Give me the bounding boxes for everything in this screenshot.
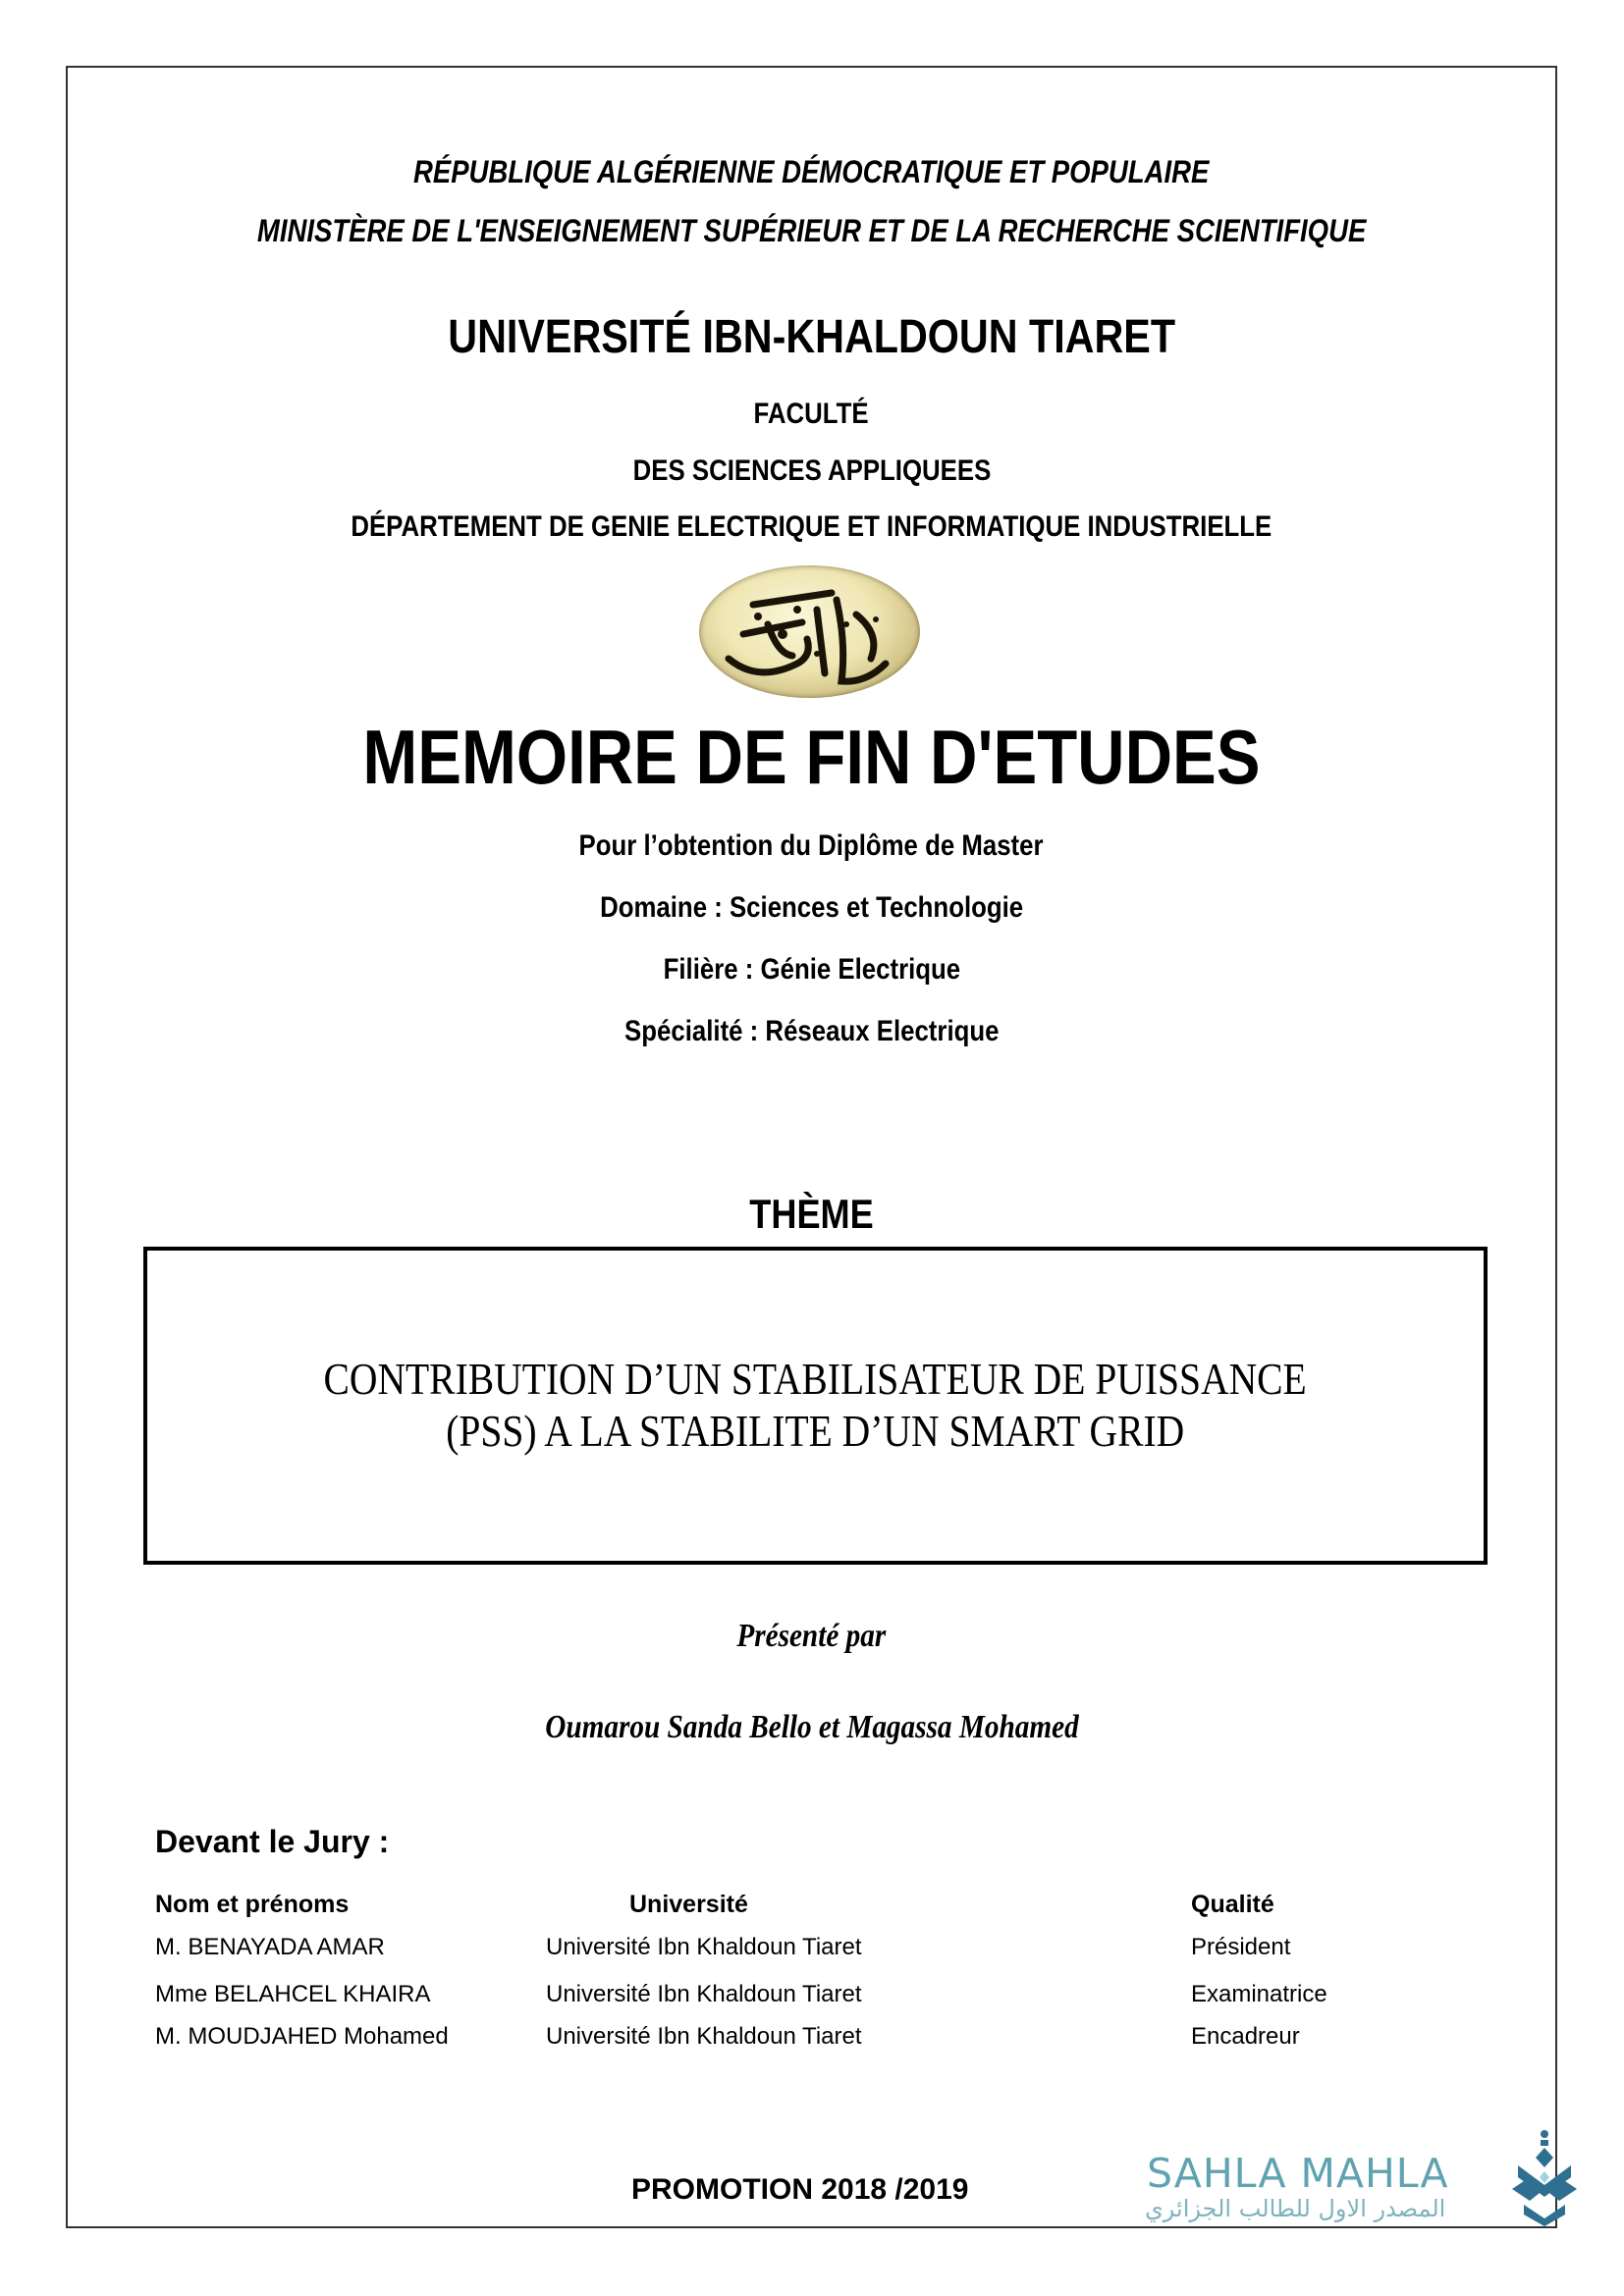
- faculty-name-text: DES SCIENCES APPLIQUEES: [632, 454, 991, 487]
- jury-row-1-name: M. BENAYADA AMAR: [155, 1934, 385, 1960]
- calligraphy-icon: [699, 565, 920, 698]
- faculty-name: [66, 454, 1557, 488]
- university-logo-icon: [699, 565, 920, 698]
- jury-row-3-university: Université Ibn Khaldoun Tiaret: [546, 2023, 862, 2050]
- diploma-purpose-text: Pour l’obtention du Diplôme de Master: [578, 829, 1045, 862]
- jury-row-1-role: Président: [1191, 1934, 1291, 1960]
- university-name: [66, 310, 1557, 364]
- jury-row-1-university: Université Ibn Khaldoun Tiaret: [546, 1934, 862, 1960]
- jury-row-3-role: Encadreur: [1191, 2023, 1300, 2050]
- theme-box: [143, 1247, 1488, 1565]
- republic-text: RÉPUBLIQUE ALGÉRIENNE DÉMOCRATIQUE ET POPULAIRE: [413, 154, 1210, 189]
- theme-label-text: THÈME: [749, 1191, 874, 1237]
- field-text: Filière : Génie Electrique: [663, 953, 960, 986]
- faculty-text: FACULTÉ: [753, 398, 870, 430]
- jury-header-role: Qualité: [1191, 1891, 1274, 1918]
- document-title: [66, 713, 1557, 802]
- republic-heading: [66, 154, 1557, 190]
- department-name: [66, 510, 1557, 544]
- jury-row-3-name: M. MOUDJAHED Mohamed: [155, 2023, 449, 2050]
- presented-by-text: Présenté par: [736, 1618, 887, 1654]
- jury-header-name: Nom et prénoms: [155, 1891, 350, 1918]
- theme-title-line-2: [147, 1405, 1484, 1457]
- theme-line-2-text: (PSS) A LA STABILITE D’UN SMART GRID: [446, 1406, 1185, 1456]
- jury-row-2-university: Université Ibn Khaldoun Tiaret: [546, 1981, 862, 2007]
- specialty-line: [66, 1015, 1557, 1048]
- domain-line: [66, 891, 1557, 925]
- jury-header-university: Université: [629, 1891, 748, 1918]
- theme-label: [66, 1191, 1557, 1238]
- watermark-subtitle: المصدر الاول للطالب الجزائري: [1145, 2195, 1446, 2222]
- jury-row-2-name: Mme BELAHCEL KHAIRA: [155, 1981, 431, 2007]
- faculty-label: [66, 398, 1557, 431]
- field-line: [66, 953, 1557, 987]
- promotion-year: PROMOTION 2018 /2019: [631, 2173, 969, 2206]
- jury-label: Devant le Jury :: [155, 1824, 390, 1859]
- ministry-heading: [66, 213, 1557, 249]
- diploma-purpose: [66, 829, 1557, 863]
- presenter-names-text: Oumarou Sanda Bello et Magassa Mohamed: [544, 1709, 1079, 1745]
- jury-row-2-role: Examinatrice: [1191, 1981, 1327, 2007]
- specialty-text: Spécialité : Réseaux Electrique: [623, 1015, 1000, 1047]
- university-text: UNIVERSITÉ IBN-KHALDOUN TIARET: [448, 311, 1175, 363]
- sahla-mahla-logo-icon: [1510, 2128, 1579, 2226]
- presenter-names: [66, 1709, 1557, 1746]
- domain-text: Domaine : Sciences et Technologie: [599, 891, 1024, 924]
- theme-title-line-1: [147, 1353, 1484, 1405]
- presented-by-label: [66, 1618, 1557, 1655]
- theme-line-1-text: CONTRIBUTION D’UN STABILISATEUR DE PUISSANCE: [323, 1354, 1308, 1404]
- ministry-text: MINISTÈRE DE L'ENSEIGNEMENT SUPÉRIEUR ET DE LA RECHERCHE SCIENTIFIQUE: [256, 213, 1367, 248]
- document-title-text: MEMOIRE DE FIN D'ETUDES: [362, 714, 1261, 800]
- sahla-mahla-watermark: [1139, 2150, 1551, 2224]
- watermark-title: SAHLA MAHLA: [1147, 2150, 1449, 2197]
- department-text: DÉPARTEMENT DE GENIE ELECTRIQUE ET INFORMATIQUE INDUSTRIELLE: [351, 510, 1272, 543]
